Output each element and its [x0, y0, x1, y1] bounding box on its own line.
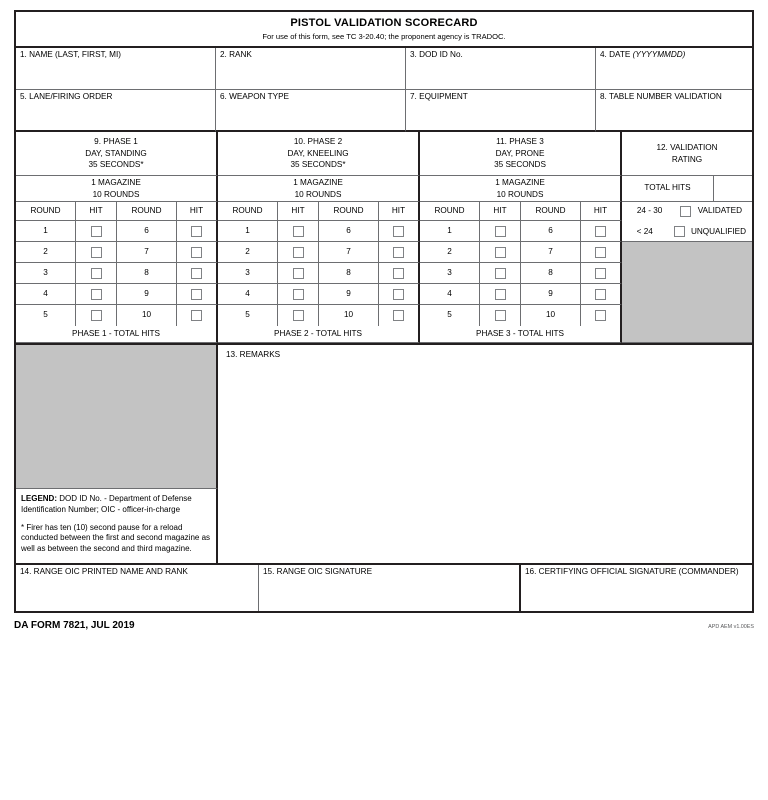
round-number: 5 [218, 305, 278, 326]
round-number: 10 [521, 305, 581, 326]
hit-checkbox-cell[interactable] [177, 284, 218, 305]
phase-3-magazine [420, 176, 622, 202]
gray-filler-right [622, 305, 752, 326]
field-rank-label: 2. RANK [220, 50, 252, 59]
checkbox-icon[interactable] [393, 268, 404, 279]
checkbox-icon[interactable] [495, 226, 506, 237]
validation-rating-heading [622, 132, 752, 176]
field-certifying-signature[interactable] [521, 565, 752, 611]
gray-filler-right-bottom [622, 326, 752, 343]
p3-col-hit-b: HIT [581, 202, 622, 221]
field-name[interactable] [16, 48, 216, 90]
field-date-format: (YYYYMMDD) [632, 50, 686, 59]
hit-checkbox-cell[interactable] [379, 284, 420, 305]
hit-checkbox-cell[interactable] [480, 305, 521, 326]
phase-2-time: 35 SECONDS* [290, 160, 346, 170]
table-row [16, 263, 752, 284]
field-date-label: 4. DATE [600, 50, 631, 59]
phase-3-position: DAY, PRONE [495, 148, 545, 158]
hit-checkbox-cell[interactable] [480, 242, 521, 263]
checkbox-icon[interactable] [393, 310, 404, 321]
phase-2-position: DAY, KNEELING [287, 148, 349, 158]
hit-checkbox-cell[interactable] [278, 242, 319, 263]
hit-checkbox-cell[interactable] [379, 242, 420, 263]
field-certifying-signature-label: 16. CERTIFYING OFFICIAL SIGNATURE (COMMANDER) [525, 567, 739, 576]
hit-checkbox-cell[interactable] [278, 305, 319, 326]
round-number: 9 [319, 284, 379, 305]
phase-1-round-count: 10 ROUNDS [92, 189, 140, 199]
round-number: 1 [16, 221, 76, 242]
total-hits-label: TOTAL HITS [622, 176, 714, 202]
round-number: 2 [218, 242, 278, 263]
checkbox-icon[interactable] [495, 247, 506, 258]
round-number: 2 [420, 242, 480, 263]
checkbox-icon[interactable] [595, 289, 606, 300]
field-table-number-label: 8. TABLE NUMBER VALIDATION [600, 92, 722, 101]
checkbox-icon[interactable] [393, 226, 404, 237]
hit-checkbox-cell[interactable] [76, 221, 117, 242]
checkbox-icon[interactable] [91, 247, 102, 258]
gray-filler-left [16, 345, 218, 489]
p1-col-round-a: ROUND [16, 202, 76, 221]
total-hits-value[interactable] [714, 176, 752, 202]
form-header [16, 12, 752, 48]
da-form-7821 [14, 10, 754, 613]
field-weapon-label: 6. WEAPON TYPE [220, 92, 290, 101]
field-oic-signature[interactable] [259, 565, 521, 611]
hit-checkbox-cell[interactable] [177, 263, 218, 284]
checkbox-icon[interactable] [595, 268, 606, 279]
field-table-number[interactable] [596, 90, 752, 132]
form-footer [14, 613, 754, 631]
phase-3-time: 35 SECONDS [494, 160, 546, 170]
identity-row-2 [16, 90, 752, 132]
checkbox-icon[interactable] [191, 289, 202, 300]
p3-col-hit-a: HIT [480, 202, 521, 221]
table-row [16, 242, 752, 263]
form-id: DA FORM 7821, JUL 2019 [14, 620, 135, 631]
phase-totals-row [16, 326, 752, 345]
round-number: 7 [319, 242, 379, 263]
hit-checkbox-cell[interactable] [278, 221, 319, 242]
rating-unqualified-range: < 24 [636, 226, 653, 236]
legend-spacer [21, 516, 211, 523]
hit-checkbox-cell[interactable] [76, 305, 117, 326]
round-number: 9 [117, 284, 177, 305]
rating-validated-checkbox-wrap[interactable] [673, 206, 697, 217]
table-row [16, 284, 752, 305]
round-number: 8 [521, 263, 581, 284]
validation-rating-line1: 12. VALIDATION [656, 142, 718, 152]
round-number: 10 [117, 305, 177, 326]
p3-col-round-b: ROUND [521, 202, 581, 221]
round-number: 7 [521, 242, 581, 263]
phase-1-time: 35 SECONDS* [88, 160, 144, 170]
hit-checkbox-cell[interactable] [379, 263, 420, 284]
phase-2-magazine [218, 176, 420, 202]
checkbox-icon[interactable] [293, 268, 304, 279]
phase-3-round-count: 10 ROUNDS [496, 189, 544, 199]
gray-filler-right [622, 242, 752, 263]
signature-row [16, 565, 752, 611]
phase-1-magazine [16, 176, 218, 202]
field-equipment-label: 7. EQUIPMENT [410, 92, 468, 101]
checkbox-icon[interactable] [680, 206, 691, 217]
checkbox-icon[interactable] [191, 310, 202, 321]
legend-footnote: * Firer has ten (10) second pause for a reload conducted between the first and second magazine as well as between the second and third magazine. [21, 522, 211, 554]
round-number: 6 [117, 221, 177, 242]
checkbox-icon[interactable] [91, 310, 102, 321]
checkbox-icon[interactable] [293, 226, 304, 237]
round-number: 10 [319, 305, 379, 326]
hit-checkbox-cell[interactable] [480, 263, 521, 284]
p2-col-hit-a: HIT [278, 202, 319, 221]
round-number: 1 [420, 221, 480, 242]
p1-col-round-b: ROUND [117, 202, 177, 221]
hit-checkbox-cell[interactable] [177, 305, 218, 326]
legend-title: LEGEND: [21, 494, 57, 503]
gray-filler-right [622, 284, 752, 305]
rating-row-validated[interactable] [622, 202, 752, 221]
legend-box [16, 489, 218, 563]
round-number: 3 [16, 263, 76, 284]
phase-2-total-hits: PHASE 2 - TOTAL HITS [218, 326, 420, 343]
phase-3-title: 11. PHASE 3 [496, 136, 544, 146]
phase-1-magazine-count: 1 MAGAZINE [91, 178, 141, 188]
field-lane[interactable] [16, 90, 216, 132]
checkbox-icon[interactable] [674, 226, 685, 237]
round-table-header [16, 202, 752, 221]
hit-checkbox-cell[interactable] [480, 284, 521, 305]
checkbox-icon[interactable] [91, 268, 102, 279]
validation-rating-line2: RATING [671, 154, 703, 164]
field-equipment[interactable] [406, 90, 596, 132]
p1-col-hit-b: HIT [177, 202, 218, 221]
phase-1-heading [16, 132, 218, 176]
rating-row-unqualified[interactable] [622, 221, 752, 242]
phase-3-heading [420, 132, 622, 176]
checkbox-icon[interactable] [191, 268, 202, 279]
checkbox-icon[interactable] [495, 310, 506, 321]
p2-col-round-b: ROUND [319, 202, 379, 221]
rating-validated-label: VALIDATED [697, 206, 742, 216]
rating-unqualified-checkbox-wrap[interactable] [667, 226, 691, 237]
field-oic-printed-name[interactable] [16, 565, 259, 611]
hit-checkbox-cell[interactable] [177, 242, 218, 263]
phase-1-title: 9. PHASE 1 [94, 136, 138, 146]
round-number: 8 [319, 263, 379, 284]
field-lane-label: 5. LANE/FIRING ORDER [20, 92, 113, 101]
phase-2-heading [218, 132, 420, 176]
table-row [16, 305, 752, 326]
round-number: 4 [218, 284, 278, 305]
magazine-row [16, 176, 752, 202]
round-number: 2 [16, 242, 76, 263]
checkbox-icon[interactable] [293, 310, 304, 321]
field-dod-id-label: 3. DOD ID No. [410, 50, 463, 59]
round-number: 6 [521, 221, 581, 242]
p1-col-hit-a: HIT [76, 202, 117, 221]
phase-2-magazine-count: 1 MAGAZINE [293, 178, 343, 188]
field-date[interactable] [596, 48, 752, 90]
hit-checkbox-cell[interactable] [480, 221, 521, 242]
hit-checkbox-cell[interactable] [379, 305, 420, 326]
table-row [16, 221, 752, 242]
phase-1-total-hits: PHASE 1 - TOTAL HITS [16, 326, 218, 343]
round-number: 3 [218, 263, 278, 284]
hit-checkbox-cell[interactable] [581, 263, 622, 284]
field-weapon[interactable] [216, 90, 406, 132]
field-oic-signature-label: 15. RANGE OIC SIGNATURE [263, 567, 373, 576]
identity-row-1 [16, 48, 752, 90]
checkbox-icon[interactable] [91, 289, 102, 300]
phase-2-title: 10. PHASE 2 [293, 136, 343, 146]
hit-checkbox-cell[interactable] [76, 284, 117, 305]
round-number: 5 [16, 305, 76, 326]
checkbox-icon[interactable] [495, 268, 506, 279]
form-subtitle: For use of this form, see TC 3-20.40; the proponent agency is TRADOC. [262, 32, 506, 41]
phase-3-total-hits: PHASE 3 - TOTAL HITS [420, 326, 622, 343]
checkbox-icon[interactable] [393, 247, 404, 258]
checkbox-icon[interactable] [393, 289, 404, 300]
checkbox-icon[interactable] [191, 247, 202, 258]
hit-checkbox-cell[interactable] [379, 221, 420, 242]
page-title: PISTOL VALIDATION SCORECARD [290, 17, 478, 29]
hit-checkbox-cell[interactable] [278, 284, 319, 305]
checkbox-icon[interactable] [595, 247, 606, 258]
hit-checkbox-cell[interactable] [581, 284, 622, 305]
checkbox-icon[interactable] [191, 226, 202, 237]
round-number: 4 [16, 284, 76, 305]
phase-2-round-count: 10 ROUNDS [294, 189, 342, 199]
checkbox-icon[interactable] [293, 247, 304, 258]
gray-filler-right [622, 263, 752, 284]
phase-1-position: DAY, STANDING [85, 148, 147, 158]
legend-text [21, 494, 211, 516]
hit-checkbox-cell[interactable] [278, 263, 319, 284]
legend-column [16, 345, 218, 563]
p2-col-round-a: ROUND [218, 202, 278, 221]
hit-checkbox-cell[interactable] [581, 221, 622, 242]
field-name-label: 1. NAME (LAST, FIRST, MI) [20, 50, 121, 59]
p3-col-round-a: ROUND [420, 202, 480, 221]
checkbox-icon[interactable] [495, 289, 506, 300]
round-number: 5 [420, 305, 480, 326]
hit-checkbox-cell[interactable] [581, 242, 622, 263]
round-table-body [16, 221, 752, 326]
round-number: 4 [420, 284, 480, 305]
round-number: 7 [117, 242, 177, 263]
checkbox-icon[interactable] [293, 289, 304, 300]
rating-unqualified-label: UNQUALIFIED [690, 226, 746, 236]
round-number: 8 [117, 263, 177, 284]
legend-body: DOD ID No. - Department of Defense Identification Number; OIC - officer-in-charge [21, 494, 192, 514]
checkbox-icon[interactable] [91, 226, 102, 237]
rating-validated-range: 24 - 30 [636, 206, 663, 216]
round-number: 9 [521, 284, 581, 305]
field-oic-printed-name-label: 14. RANGE OIC PRINTED NAME AND RANK [20, 567, 188, 576]
phase-heading-row [16, 132, 752, 176]
round-number: 3 [420, 263, 480, 284]
remarks-label: 13. REMARKS [226, 350, 281, 359]
field-dod-id[interactable] [406, 48, 596, 90]
remarks-section [16, 345, 752, 565]
form-version: APD AEM v1.00ES [708, 624, 754, 630]
p2-col-hit-b: HIT [379, 202, 420, 221]
round-number: 6 [319, 221, 379, 242]
hit-checkbox-cell[interactable] [76, 263, 117, 284]
phase-3-magazine-count: 1 MAGAZINE [495, 178, 545, 188]
checkbox-icon[interactable] [595, 310, 606, 321]
hit-checkbox-cell[interactable] [581, 305, 622, 326]
hit-checkbox-cell[interactable] [177, 221, 218, 242]
checkbox-icon[interactable] [595, 226, 606, 237]
remarks-field[interactable] [218, 345, 752, 563]
hit-checkbox-cell[interactable] [76, 242, 117, 263]
field-rank[interactable] [216, 48, 406, 90]
round-number: 1 [218, 221, 278, 242]
